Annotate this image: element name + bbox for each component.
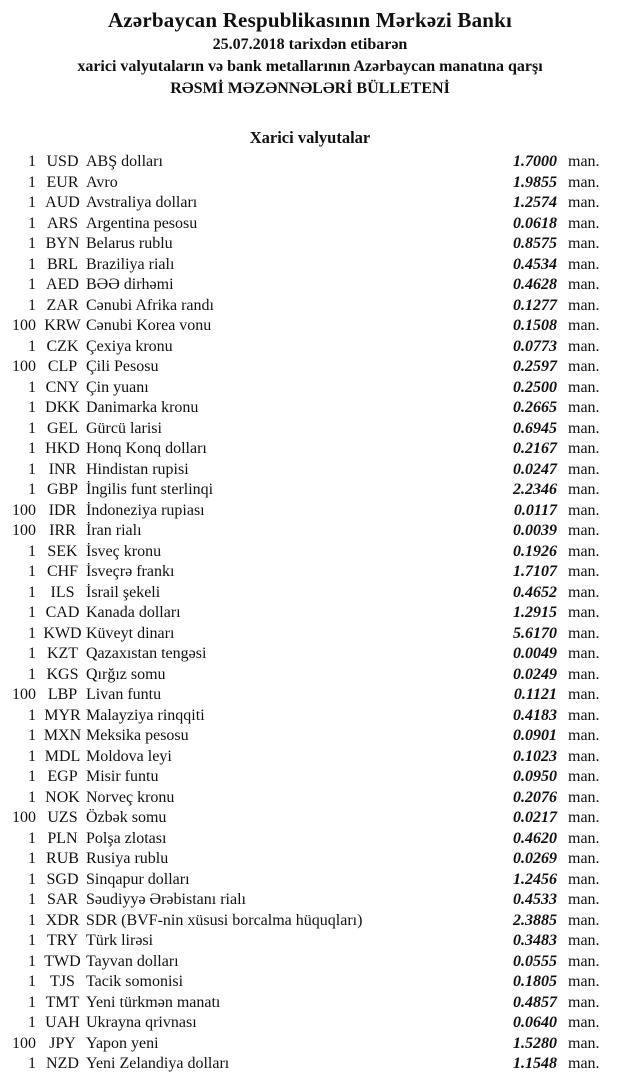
rate-row (0, 234, 620, 255)
rate-quantity: 1 (28, 973, 36, 990)
currency-code: EUR (46, 173, 79, 191)
currency-code: KZT (46, 645, 79, 662)
rate-row (0, 173, 620, 194)
rate-quantity: 1 (28, 911, 36, 929)
rate-quantity: 1 (28, 747, 36, 765)
unit-label: man. (568, 952, 600, 970)
currency-code: ILS (50, 583, 75, 601)
currency-name: Gürcü larisi (86, 419, 162, 437)
rate-value: 2.3885 (513, 911, 557, 929)
rate-row (0, 603, 620, 624)
currency-name: Avro (86, 173, 118, 191)
unit-label: man. (568, 317, 600, 334)
currency-code: IRR (49, 522, 76, 539)
currency-code: CAD (45, 604, 80, 621)
currency-name: Meksika pesosu (86, 727, 189, 744)
unit-label: man. (568, 194, 600, 211)
rate-row (0, 542, 620, 563)
unit-label: man. (568, 358, 600, 375)
rate-quantity: 1 (28, 788, 36, 806)
currency-name: İsveç kronu (86, 542, 162, 560)
unit-label: man. (568, 337, 600, 355)
rate-quantity: 1 (28, 1055, 36, 1072)
rate-quantity: 1 (28, 399, 36, 416)
currency-name: İsveçrə frankı (86, 563, 175, 580)
rate-value: 0.6945 (513, 419, 557, 437)
rate-quantity: 1 (28, 542, 36, 560)
unit-label: man. (568, 1014, 600, 1031)
currency-code: ZAR (46, 296, 79, 314)
currency-name: Ukrayna qrivnası (86, 1014, 197, 1031)
unit-label: man. (568, 706, 600, 724)
rate-value: 0.0640 (513, 1014, 557, 1031)
unit-label: man. (568, 399, 600, 416)
unit-label: man. (568, 829, 600, 847)
currency-code: XDR (45, 911, 80, 929)
rate-quantity: 1 (28, 829, 36, 847)
rate-row (0, 296, 620, 317)
rate-row (0, 829, 620, 850)
currency-name: İsrail şekeli (86, 583, 161, 601)
rate-value: 2.2346 (513, 481, 557, 498)
rate-value: 0.4533 (513, 891, 557, 908)
rate-value: 1.1548 (513, 1055, 557, 1072)
rate-row (0, 460, 620, 481)
currency-code: UAH (45, 1014, 80, 1031)
rate-value: 0.2076 (513, 788, 557, 806)
rate-quantity: 1 (28, 645, 36, 662)
rate-row (0, 419, 620, 440)
unit-label: man. (568, 809, 600, 826)
rate-value: 1.7107 (513, 563, 557, 580)
rate-value: 0.0555 (513, 952, 557, 970)
rate-row (0, 337, 620, 358)
section-title-foreign-currencies: Xarici valyutalar (249, 128, 371, 147)
rate-value: 1.5280 (513, 1034, 557, 1052)
rate-value: 0.0618 (513, 214, 557, 232)
rate-row (0, 193, 620, 214)
rate-row (0, 378, 620, 399)
rate-quantity: 1 (28, 624, 36, 642)
currency-code: CZK (46, 337, 79, 355)
rate-row (0, 706, 620, 727)
rate-row (0, 398, 620, 419)
rate-row (0, 255, 620, 276)
currency-name: Yeni türkmən manatı (86, 993, 221, 1011)
unit-label: man. (568, 214, 600, 232)
unit-label: man. (568, 255, 600, 273)
currency-code: RUB (46, 850, 79, 867)
rate-value: 0.1805 (513, 973, 557, 990)
currency-code: SAR (46, 891, 79, 908)
currency-code: TMT (45, 993, 80, 1011)
currency-code: ARS (46, 214, 79, 232)
rate-quantity: 100 (12, 809, 36, 826)
currency-name: Polşa zlotası (86, 829, 167, 847)
rate-quantity: 1 (28, 727, 36, 744)
rate-quantity: 1 (28, 173, 36, 191)
rate-row (0, 562, 620, 583)
rate-value: 0.0039 (513, 522, 557, 539)
unit-label: man. (568, 747, 600, 765)
currency-name: Livan funtu (86, 686, 162, 703)
rate-row (0, 993, 620, 1014)
currency-name: Cənubi Korea vonu (86, 317, 212, 334)
rate-quantity: 1 (28, 255, 36, 273)
currency-name: Səudiyyə Ərəbistanı rialı (86, 891, 246, 908)
currency-name: BƏƏ dirhəmi (86, 276, 174, 293)
currency-code: TJS (50, 973, 75, 990)
currency-code: UZS (47, 809, 78, 826)
rate-quantity: 1 (28, 891, 36, 908)
rate-value: 1.7000 (513, 153, 557, 170)
currency-code: IDR (48, 501, 77, 519)
unit-label: man. (568, 440, 600, 457)
effective-date-line: 25.07.2018 tarixdən etibarən (212, 36, 408, 53)
rate-row (0, 911, 620, 932)
rate-quantity: 1 (28, 194, 36, 211)
currency-code: TRY (46, 932, 79, 949)
rate-row (0, 747, 620, 768)
rate-quantity: 1 (28, 235, 36, 252)
rate-quantity: 1 (28, 419, 36, 437)
currency-name: Rusiya rublu (86, 850, 169, 867)
unit-label: man. (568, 378, 600, 396)
currency-name: Küveyt dinarı (86, 624, 175, 642)
unit-label: man. (568, 235, 600, 252)
unit-label: man. (568, 686, 600, 703)
rate-quantity: 1 (28, 440, 36, 457)
rate-row (0, 480, 620, 501)
currency-name: Argentina pesosu (86, 214, 198, 232)
rate-row (0, 952, 620, 973)
currency-name: Qırğız somu (86, 665, 166, 683)
currency-code: KRW (44, 317, 81, 334)
rate-row (0, 357, 620, 378)
currency-name: Norveç kronu (86, 788, 175, 806)
currency-code: AUD (45, 194, 80, 211)
rate-value: 0.0249 (513, 665, 557, 683)
bulletin-title: RƏSMİ MƏZƏNNƏLƏRİ BÜLLETENİ (170, 80, 450, 97)
rate-quantity: 1 (28, 932, 36, 949)
currency-name: ABŞ dolları (86, 153, 163, 170)
rate-value: 0.1508 (513, 317, 557, 334)
currency-name: Sinqapur dolları (86, 870, 190, 888)
currency-name: Hindistan rupisi (86, 460, 189, 478)
rate-quantity: 100 (12, 501, 36, 519)
rate-quantity: 1 (28, 214, 36, 232)
rate-value: 0.4534 (513, 255, 557, 273)
rate-row (0, 1013, 620, 1034)
currency-name: SDR (BVF-nin xüsusi borcalma hüquqları) (86, 911, 363, 929)
rate-value: 0.1277 (513, 296, 557, 314)
currency-code: KGS (46, 665, 79, 683)
rate-value: 0.2597 (513, 358, 557, 375)
rate-quantity: 1 (28, 1014, 36, 1031)
rate-row (0, 214, 620, 235)
rate-value: 0.2167 (513, 440, 557, 457)
currency-code: AED (46, 276, 79, 293)
rate-value: 0.8575 (513, 235, 557, 252)
unit-label: man. (568, 768, 600, 785)
unit-label: man. (568, 419, 600, 437)
currency-name: Honq Konq dolları (86, 440, 207, 457)
rate-row (0, 1054, 620, 1075)
rate-value: 1.2456 (513, 870, 557, 888)
unit-label: man. (568, 522, 600, 539)
rate-value: 0.4652 (513, 583, 557, 601)
unit-label: man. (568, 1055, 600, 1072)
unit-label: man. (568, 173, 600, 191)
rate-quantity: 100 (12, 358, 36, 375)
rate-row (0, 808, 620, 829)
currency-code: USD (46, 153, 79, 170)
rate-value: 0.4183 (513, 706, 557, 724)
rate-row (0, 685, 620, 706)
rate-quantity: 1 (28, 563, 36, 580)
unit-label: man. (568, 932, 600, 949)
rate-row (0, 972, 620, 993)
rate-row (0, 521, 620, 542)
unit-label: man. (568, 563, 600, 580)
currency-code: EGP (47, 768, 78, 785)
unit-label: man. (568, 501, 600, 519)
currency-name: Cənubi Afrika randı (86, 296, 214, 314)
unit-label: man. (568, 993, 600, 1011)
currency-code: KWD (43, 624, 82, 642)
unit-label: man. (568, 583, 600, 601)
rate-value: 0.0773 (513, 337, 557, 355)
rate-row (0, 890, 620, 911)
currency-code: CLP (47, 358, 78, 375)
unit-label: man. (568, 542, 600, 560)
rates-table (0, 152, 620, 1075)
rate-value: 5.6170 (513, 624, 557, 642)
currency-code: NZD (46, 1055, 79, 1072)
rate-quantity: 1 (28, 870, 36, 888)
currency-name: Çili Pesosu (86, 358, 159, 375)
rate-row (0, 439, 620, 460)
currency-name: Qazaxıstan tengəsi (86, 645, 207, 662)
rate-row (0, 501, 620, 522)
currency-name: Danimarka kronu (86, 399, 199, 416)
unit-label: man. (568, 153, 600, 170)
rate-value: 0.0117 (513, 501, 557, 519)
currency-code: PLN (47, 829, 78, 847)
unit-label: man. (568, 891, 600, 908)
currency-code: JPY (49, 1034, 76, 1052)
currency-code: INR (48, 460, 77, 478)
rate-value: 0.0269 (513, 850, 557, 867)
unit-label: man. (568, 296, 600, 314)
currency-name: Avstraliya dolları (86, 194, 198, 211)
unit-label: man. (568, 624, 600, 642)
unit-label: man. (568, 604, 600, 621)
currency-code: BYN (45, 235, 80, 252)
currency-name: Çin yuanı (86, 378, 149, 396)
rate-row (0, 583, 620, 604)
currency-name: Moldova leyi (86, 747, 172, 765)
currency-code: GEL (46, 419, 79, 437)
currency-name: Malayziya rinqqiti (86, 706, 205, 724)
rate-row (0, 275, 620, 296)
currency-name: İndoneziya rupiası (86, 501, 205, 519)
rate-value: 1.9855 (513, 173, 557, 191)
currency-code: TWD (44, 952, 81, 970)
unit-label: man. (568, 788, 600, 806)
currency-code: HKD (45, 440, 80, 457)
currency-code: SEK (47, 542, 78, 560)
unit-label: man. (568, 665, 600, 683)
rate-quantity: 100 (12, 1034, 36, 1052)
rate-row (0, 849, 620, 870)
currency-name: İngilis funt sterlinqi (86, 481, 214, 498)
unit-label: man. (568, 870, 600, 888)
currency-code: MXN (43, 727, 82, 744)
unit-label: man. (568, 850, 600, 867)
currency-name: Yapon yeni (86, 1034, 159, 1052)
currency-name: Kanada dolları (86, 604, 181, 621)
currency-name: İran rialı (86, 522, 142, 539)
rate-value: 0.0901 (513, 727, 557, 744)
rate-value: 0.4620 (513, 829, 557, 847)
rate-row (0, 316, 620, 337)
rate-row (0, 1034, 620, 1055)
unit-label: man. (568, 911, 600, 929)
rate-row (0, 870, 620, 891)
subject-line: xarici valyutaların və bank metallarının Azərbaycan manatına qarşı (77, 58, 543, 75)
rate-quantity: 1 (28, 993, 36, 1011)
currency-code: CNY (45, 378, 80, 396)
rate-row (0, 665, 620, 686)
currency-code: MYR (44, 706, 81, 724)
rate-quantity: 100 (12, 686, 36, 703)
currency-code: DKK (45, 399, 80, 416)
bank-title: Azərbaycan Respublikasının Mərkəzi Bankı (107, 8, 513, 32)
unit-label: man. (568, 276, 600, 293)
rate-row (0, 644, 620, 665)
rate-value: 0.0217 (513, 809, 557, 826)
currency-name: Yeni Zelandiya dolları (86, 1055, 230, 1072)
rate-row (0, 788, 620, 809)
rate-quantity: 100 (12, 522, 36, 539)
rate-value: 0.0049 (513, 645, 557, 662)
rate-value: 0.1121 (513, 686, 557, 703)
rate-value: 0.2665 (513, 399, 557, 416)
currency-name: Braziliya rialı (86, 255, 175, 273)
currency-name: Türk lirəsi (86, 932, 154, 949)
rate-row (0, 152, 620, 173)
rate-value: 1.2915 (513, 604, 557, 621)
rate-quantity: 1 (28, 768, 36, 785)
currency-code: LBP (47, 686, 78, 703)
currency-name: Özbək somu (86, 809, 167, 826)
currency-name: Tacik somonisi (86, 973, 184, 990)
rate-quantity: 1 (28, 850, 36, 867)
rate-value: 0.2500 (513, 378, 557, 396)
currency-code: SGD (46, 870, 79, 888)
rate-row (0, 726, 620, 747)
rate-value: 0.4628 (513, 276, 557, 293)
currency-name: Çexiya kronu (86, 337, 173, 355)
unit-label: man. (568, 460, 600, 478)
currency-name: Tayvan dolları (86, 952, 179, 970)
unit-label: man. (568, 1034, 600, 1052)
currency-name: Belarus rublu (86, 235, 173, 252)
currency-code: NOK (45, 788, 80, 806)
rate-quantity: 1 (28, 604, 36, 621)
rate-row (0, 767, 620, 788)
rate-row (0, 624, 620, 645)
rate-value: 0.0247 (513, 460, 557, 478)
currency-code: GBP (46, 481, 79, 498)
rate-quantity: 1 (28, 583, 36, 601)
rate-quantity: 1 (28, 952, 36, 970)
rate-quantity: 1 (28, 378, 36, 396)
currency-code: CHF (46, 563, 79, 580)
bulletin-header (0, 6, 620, 100)
currency-code: MDL (44, 747, 81, 765)
rate-value: 1.2574 (513, 194, 557, 211)
currency-code: BRL (46, 255, 79, 273)
rate-value: 0.3483 (513, 932, 557, 949)
rate-quantity: 1 (28, 337, 36, 355)
rate-quantity: 1 (28, 665, 36, 683)
rate-quantity: 1 (28, 153, 36, 170)
currency-name: Misir funtu (86, 768, 159, 785)
unit-label: man. (568, 973, 600, 990)
unit-label: man. (568, 481, 600, 498)
rate-quantity: 1 (28, 706, 36, 724)
unit-label: man. (568, 727, 600, 744)
rate-quantity: 1 (28, 296, 36, 314)
rate-value: 0.0950 (513, 768, 557, 785)
rate-quantity: 1 (28, 460, 36, 478)
unit-label: man. (568, 645, 600, 662)
rate-value: 0.4857 (513, 993, 557, 1011)
rate-row (0, 931, 620, 952)
rate-value: 0.1023 (513, 747, 557, 765)
rate-quantity: 1 (28, 276, 36, 293)
rate-quantity: 100 (12, 317, 36, 334)
rate-quantity: 1 (28, 481, 36, 498)
rate-value: 0.1926 (513, 542, 557, 560)
